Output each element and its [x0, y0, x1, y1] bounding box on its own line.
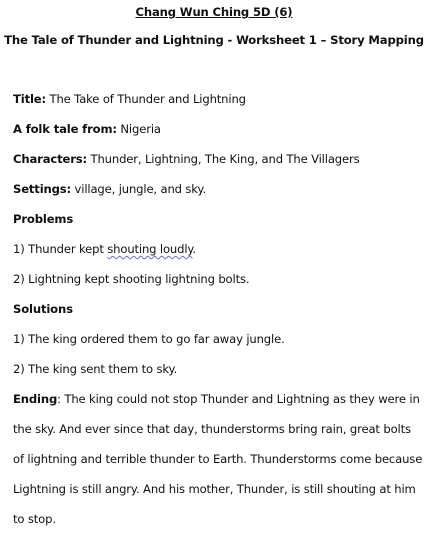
- folktale-field: [13, 122, 161, 136]
- ending-line-1: [13, 392, 420, 406]
- title-field: [13, 92, 246, 106]
- problem-item-1-prefix: 1) Thunder kept: [13, 242, 108, 256]
- settings-label: Settings:: [13, 182, 72, 196]
- worksheet-title: The Tale of Thunder and Lightning - Worksheet 1 – Story Mapping: [4, 33, 424, 47]
- folktale-label: A folk tale from:: [13, 122, 117, 136]
- solution-item-1: 1) The king ordered them to go far away jungle.: [13, 332, 285, 346]
- title-label: Title:: [13, 92, 46, 106]
- ending-line-4: Lightning is still angry. And his mother, Thunder, is still shouting at him: [13, 482, 416, 496]
- problem-item-2: 2) Lightning kept shooting lightning bolts.: [13, 272, 250, 286]
- ending-text-1: : The king could not stop Thunder and Lightning as they were in: [57, 392, 420, 406]
- settings-value: village, jungle, and sky.: [71, 182, 207, 196]
- solution-item-2: 2) The king sent them to sky.: [13, 362, 178, 376]
- ending-line-2: the sky. And ever since that day, thunderstorms bring rain, great bolts: [13, 422, 411, 436]
- characters-field: [13, 152, 359, 166]
- characters-label: Characters:: [13, 152, 88, 166]
- solutions-heading: Solutions: [13, 302, 73, 316]
- problem-item-1: [13, 242, 196, 256]
- characters-value: Thunder, Lightning, The King, and The Villagers: [87, 152, 360, 166]
- ending-line-3: of lightning and terrible thunder to Earth. Thunderstorms come because: [13, 452, 423, 466]
- ending-line-5: to stop.: [13, 512, 56, 526]
- spellcheck-underlined-text: shouting loudly: [107, 242, 193, 256]
- title-value: The Take of Thunder and Lightning: [46, 92, 246, 106]
- ending-label: Ending: [13, 392, 58, 406]
- problem-item-1-suffix: .: [192, 242, 197, 256]
- settings-field: [13, 182, 206, 196]
- author-heading: Chang Wun Ching 5D (6): [135, 5, 293, 19]
- problems-heading: Problems: [13, 212, 74, 226]
- folktale-value: Nigeria: [116, 122, 161, 136]
